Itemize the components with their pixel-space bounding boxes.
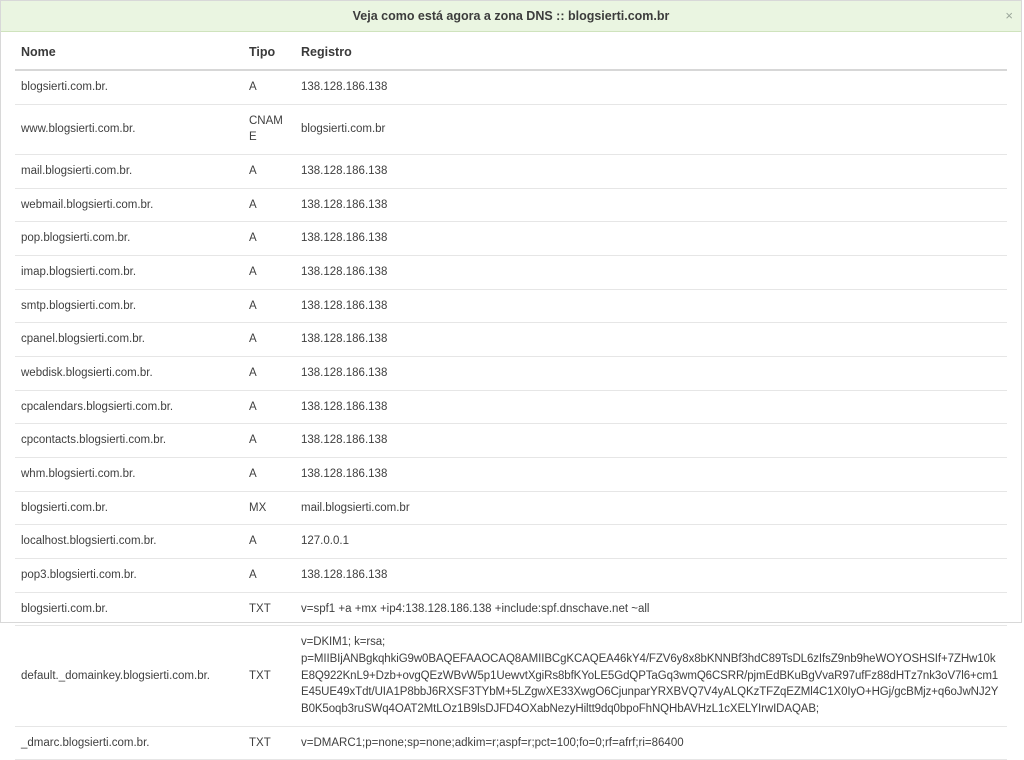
cell-registro: 138.128.186.138 — [295, 559, 1007, 593]
cell-tipo: A — [243, 424, 295, 458]
cell-tipo: A — [243, 323, 295, 357]
cell-nome: pop3.blogsierti.com.br. — [15, 559, 243, 593]
cell-nome: pop.blogsierti.com.br. — [15, 222, 243, 256]
cell-registro: mail.blogsierti.com.br — [295, 491, 1007, 525]
cell-nome: mail.blogsierti.com.br. — [15, 155, 243, 189]
cell-nome: whm.blogsierti.com.br. — [15, 458, 243, 492]
cell-tipo: A — [243, 390, 295, 424]
dns-records-table — [15, 32, 1007, 760]
cell-nome: cpcontacts.blogsierti.com.br. — [15, 424, 243, 458]
cell-nome: cpcalendars.blogsierti.com.br. — [15, 390, 243, 424]
dns-table-container — [1, 32, 1021, 760]
cell-registro: 138.128.186.138 — [295, 70, 1007, 104]
column-header-nome: Nome — [15, 32, 243, 70]
cell-nome: blogsierti.com.br. — [15, 491, 243, 525]
table-row — [15, 357, 1007, 391]
table-row — [15, 458, 1007, 492]
table-row — [15, 289, 1007, 323]
dns-table-body — [15, 70, 1007, 760]
cell-tipo: TXT — [243, 592, 295, 626]
table-row — [15, 222, 1007, 256]
cell-registro: 138.128.186.138 — [295, 188, 1007, 222]
cell-tipo: A — [243, 525, 295, 559]
table-row — [15, 155, 1007, 189]
panel-title: Veja como está agora a zona DNS :: blogsierti.com.br — [352, 9, 670, 23]
cell-tipo: A — [243, 256, 295, 290]
cell-tipo: A — [243, 188, 295, 222]
cell-nome: cpanel.blogsierti.com.br. — [15, 323, 243, 357]
table-row — [15, 104, 1007, 154]
cell-tipo: A — [243, 458, 295, 492]
cell-registro: v=DMARC1;p=none;sp=none;adkim=r;aspf=r;pct=100;fo=0;rf=afrf;ri=86400 — [295, 726, 1007, 760]
table-row — [15, 390, 1007, 424]
cell-tipo: A — [243, 357, 295, 391]
table-row — [15, 592, 1007, 626]
cell-tipo: A — [243, 155, 295, 189]
table-header-row — [15, 32, 1007, 70]
column-header-tipo: Tipo — [243, 32, 295, 70]
cell-tipo: A — [243, 222, 295, 256]
table-row — [15, 188, 1007, 222]
table-row — [15, 323, 1007, 357]
cell-registro: 138.128.186.138 — [295, 424, 1007, 458]
table-row — [15, 256, 1007, 290]
cell-registro: v=spf1 +a +mx +ip4:138.128.186.138 +include:spf.dnschave.net ~all — [295, 592, 1007, 626]
cell-registro: 138.128.186.138 — [295, 256, 1007, 290]
cell-registro: 138.128.186.138 — [295, 323, 1007, 357]
table-row — [15, 559, 1007, 593]
cell-registro: 138.128.186.138 — [295, 390, 1007, 424]
cell-nome: webmail.blogsierti.com.br. — [15, 188, 243, 222]
cell-nome: blogsierti.com.br. — [15, 592, 243, 626]
table-row — [15, 424, 1007, 458]
cell-registro: 127.0.0.1 — [295, 525, 1007, 559]
cell-tipo: A — [243, 289, 295, 323]
cell-tipo: A — [243, 559, 295, 593]
cell-registro: v=DKIM1; k=rsa; p=MIIBIjANBgkqhkiG9w0BAQEFAAOCAQ8AMIIBCgKCAQEA46kY4/FZV6y8x8bKNNBf3hdC89TsDL6zIfsZ9nb9heWOYOSHSIf+7ZHw10kE8Q922KnL9+Dzb+ovgQEzWBvW5p1UewvtXgiRs8bfKYoLE5GdQPTaGq3wmQ6CSRR/pjmEdBKuBgVvaR97ufFz88dHTz7nk3oV7l6+cm1E45UE49xTdt/UIA1P8bbJ6RXSF3TYbM+5LZgwXE33XwgO6CjunparYRXBVQ7V4yALQKzTFZqEZMl4C1X0IyO+HGj/gcBMjz+q6oJwNJ2YB0K5oqb3ruSWq4OAT2MtLOz1B9lsDJFD4OXabNezyHiltt9dq0bpoFhNQHbAVHzL1cXELYIrwIDAQAB; — [295, 626, 1007, 726]
cell-registro: 138.128.186.138 — [295, 357, 1007, 391]
table-row — [15, 726, 1007, 760]
cell-tipo: CNAME — [243, 104, 295, 154]
cell-tipo: A — [243, 70, 295, 104]
close-icon[interactable]: × — [1005, 8, 1013, 23]
cell-registro: 138.128.186.138 — [295, 458, 1007, 492]
cell-registro: 138.128.186.138 — [295, 155, 1007, 189]
cell-nome: localhost.blogsierti.com.br. — [15, 525, 243, 559]
table-row — [15, 525, 1007, 559]
cell-nome: webdisk.blogsierti.com.br. — [15, 357, 243, 391]
table-row — [15, 70, 1007, 104]
table-row — [15, 626, 1007, 726]
cell-nome: www.blogsierti.com.br. — [15, 104, 243, 154]
cell-nome: smtp.blogsierti.com.br. — [15, 289, 243, 323]
cell-tipo: TXT — [243, 626, 295, 726]
cell-registro: blogsierti.com.br — [295, 104, 1007, 154]
cell-registro: 138.128.186.138 — [295, 289, 1007, 323]
cell-nome: default._domainkey.blogsierti.com.br. — [15, 626, 243, 726]
panel-header — [1, 1, 1021, 32]
cell-nome: _dmarc.blogsierti.com.br. — [15, 726, 243, 760]
table-row — [15, 491, 1007, 525]
column-header-registro: Registro — [295, 32, 1007, 70]
cell-nome: blogsierti.com.br. — [15, 70, 243, 104]
cell-registro: 138.128.186.138 — [295, 222, 1007, 256]
cell-nome: imap.blogsierti.com.br. — [15, 256, 243, 290]
cell-tipo: TXT — [243, 726, 295, 760]
cell-tipo: MX — [243, 491, 295, 525]
